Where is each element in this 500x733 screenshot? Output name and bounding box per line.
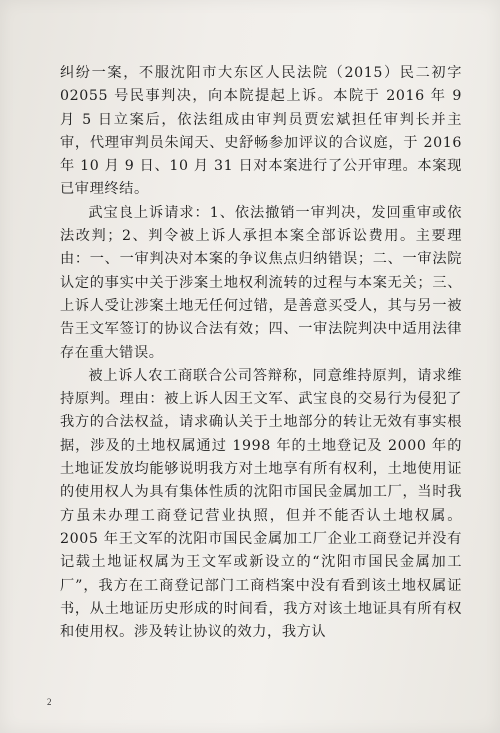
- paragraph-case-background: 纠纷一案，不服沈阳市大东区人民法院（2015）民二初字 02055 号民事判决，向本院提起上诉。本院于 2016 年 9 月 5 日立案后，依法组成由审判员贾宏斌担任审判长并主审，代理审判员朱闻天、史舒畅参加评议的合议庭，于 2016 年 10 月 9 日、10 月 31 日对本案进行了公开审理。本案现已审理终结。: [60, 65, 462, 198]
- paragraph-appellee-defense: 被上诉人农工商联合公司答辩称，同意维持原判，请求维持原判。理由：被上诉人因王文军、武宝良的交易行为侵犯了我方的合法权益，请求确认关于土地部分的转让无效有事实根据，涉及的土地权属通过 1998 年的土地登记及 2000 年的土地证发放均能够说明我方对土地享有所有权利，土地使用证的使用权人为具有集体性质的沈阳市国民金属加工厂，当时我方虽未办理工商登记营业执照，但并不能否认土地权属。2005 年王文军的沈阳市国民金属加工厂企业工商登记并没有记载土地证权属为王文军或新设立的“沈阳市国民金属加工厂”，我方在工商登记部门工商档案中没有看到该土地权属证书，从土地证历史形成的时间看，我方对该土地证具有所有权和使用权。涉及转让协议的效力，我方认: [60, 367, 462, 641]
- document-body: [60, 62, 462, 644]
- paragraph-appellant-claims: 武宝良上诉请求：1、依法撤销一审判决，发回重审或依法改判；2、判令被上诉人承担本案全部诉讼费用。主要理由：一、一审判决对本案的争议焦点归纳错误；二、一审法院认定的事实中关于涉案土地权利流转的过程与本案无关；三、上诉人受让涉案土地无任何过错，是善意买受人，其与另一被告王文军签订的协议合法有效；四、一审法院判决中适用法律存在重大错误。: [60, 204, 462, 361]
- page-number: 2: [47, 697, 52, 707]
